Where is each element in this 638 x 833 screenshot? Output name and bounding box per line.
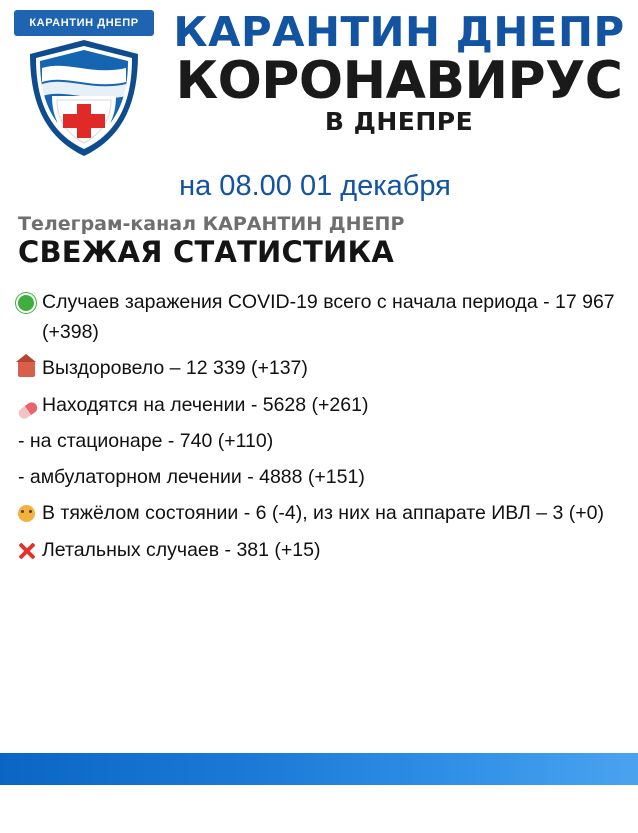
title-block	[168, 6, 638, 136]
face-icon	[18, 498, 42, 528]
footer-gradient-bar	[0, 753, 638, 785]
date-line: на 08.00 01 декабря	[179, 170, 451, 202]
list-item	[18, 426, 624, 456]
pill-icon	[18, 390, 42, 420]
list-item	[18, 498, 624, 528]
list-item	[18, 287, 624, 347]
red-cross-mark-icon	[18, 535, 42, 565]
poster-title-main: КАРАНТИН ДНЕПР	[173, 8, 625, 56]
list-item	[18, 462, 624, 492]
poster-title-small: В ДНЕПРЕ	[324, 107, 474, 136]
poster-header	[0, 0, 638, 166]
logo-block	[0, 6, 168, 158]
list-item-text: Летальных случаев - 381 (+15)	[42, 538, 321, 561]
footer-blank-area	[0, 785, 638, 833]
virus-icon	[18, 287, 42, 317]
logo-banner-label: КАРАНТИН ДНЕПР	[29, 17, 139, 29]
channel-line: Телеграм-канал КАРАНТИН ДНЕПР	[18, 213, 405, 235]
list-item-text: Выздоровело – 12 339 (+137)	[42, 357, 308, 380]
list-item-text: - амбулаторном лечении - 4888 (+151)	[18, 466, 365, 489]
list-item-text: - на стационаре - 740 (+110)	[18, 429, 274, 452]
shield-medical-cross-icon	[22, 38, 146, 158]
house-icon	[18, 353, 42, 383]
list-item	[18, 353, 624, 383]
list-item-text: В тяжёлом состоянии - 6 (-4), из них на аппарате ИВЛ – 3 (+0)	[42, 502, 604, 525]
list-item	[18, 390, 624, 420]
list-item-text: Находятся на лечении - 5628 (+261)	[42, 393, 369, 416]
stats-list	[0, 287, 638, 565]
page-title: СВЕЖАЯ СТАТИСТИКА	[18, 235, 395, 269]
logo-banner	[14, 10, 154, 36]
list-item	[18, 535, 624, 565]
poster-title-sub: КОРОНАВИРУС	[175, 51, 623, 111]
list-item-text: Случаев заражения COVID-19 всего с начала периода - 17 967 (+398)	[42, 291, 615, 344]
